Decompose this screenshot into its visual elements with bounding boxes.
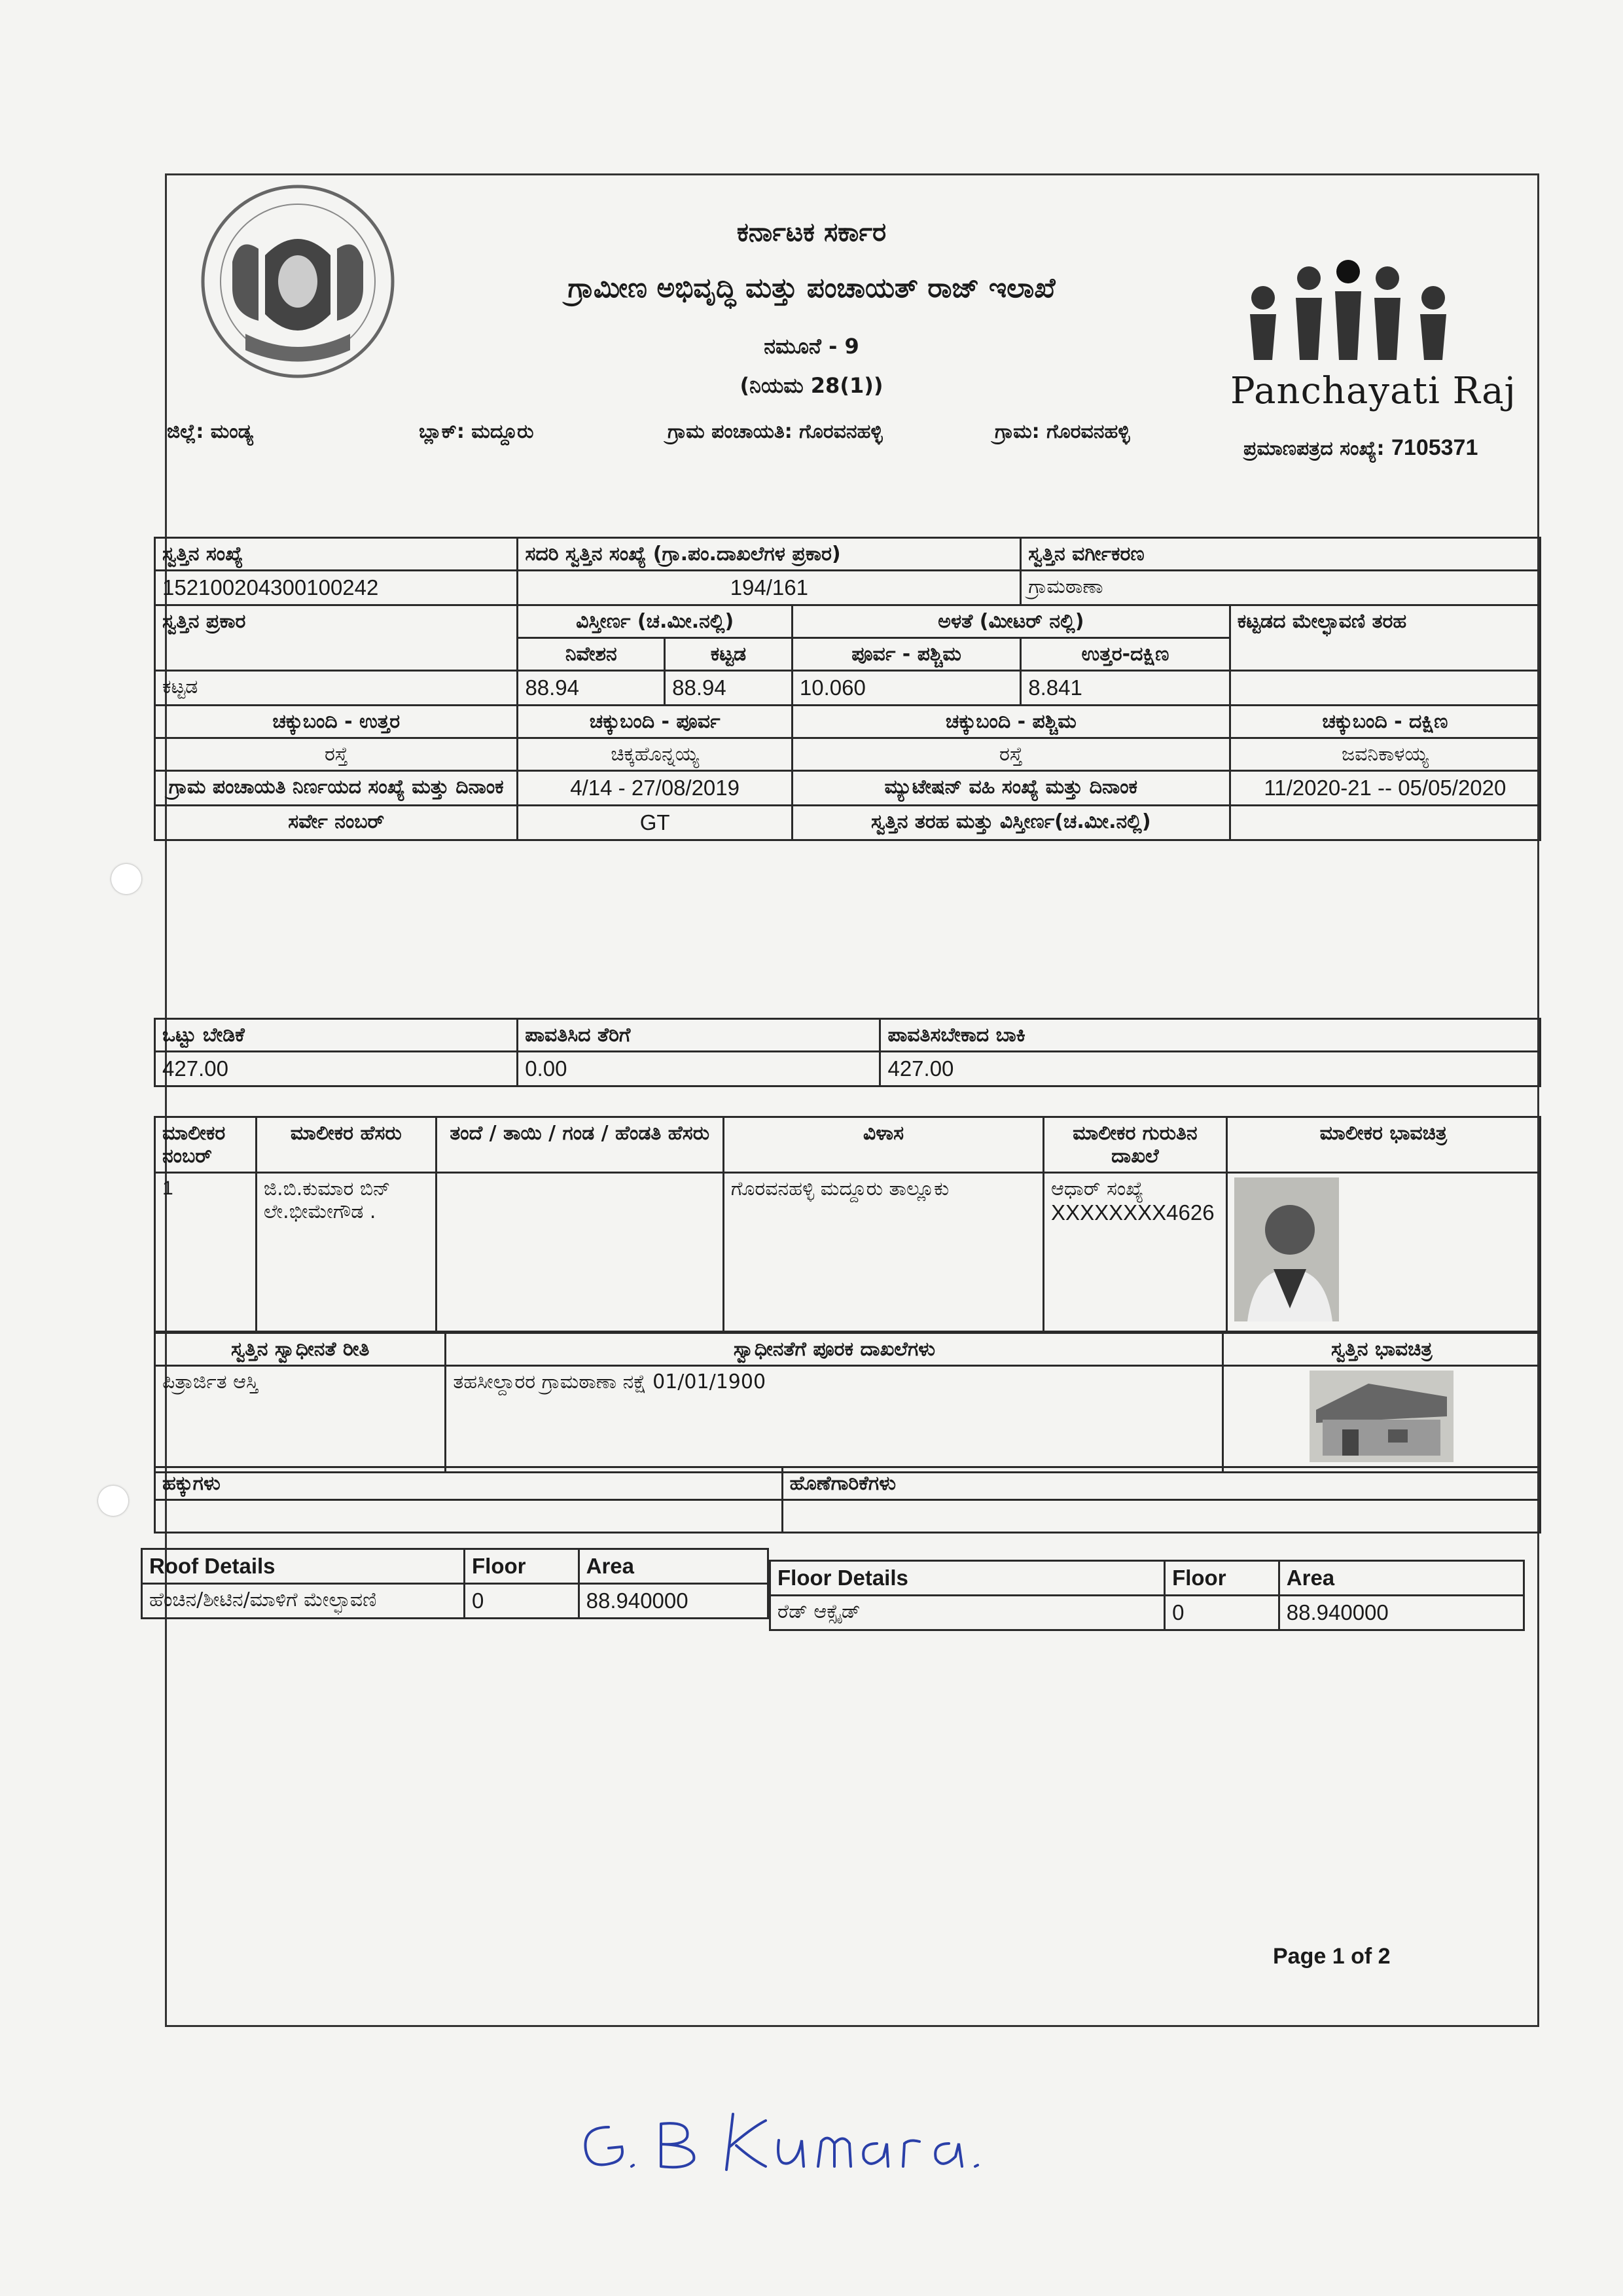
property-nature-label: ಸ್ವತ್ತಿನ ತರಹ ಮತ್ತು ವಿಸ್ತೀರ್ಣ(ಚ.ಮೀ.ನಲ್ಲಿ)	[792, 806, 1230, 840]
boundary-west: ರಸ್ತೆ	[792, 738, 1230, 771]
certificate-value: 7105371	[1391, 435, 1478, 460]
handwritten-signature	[569, 2101, 1027, 2179]
resolution-label: ಗ್ರಾಮ ಪಂಚಾಯತಿ ನಿರ್ಣಯದ ಸಂಖ್ಯೆ ಮತ್ತು ದಿನಾಂಕ	[155, 771, 518, 806]
roof-area: 88.940000	[579, 1584, 768, 1619]
supporting-docs: ತಹಸೀಲ್ದಾರರ ಗ್ರಾಮಠಾಣಾ ನಕ್ಷೆ 01/01/1900	[446, 1366, 1223, 1473]
dimension-label: ಅಳತೆ (ಮೀಟರ್ ನಲ್ಲಿ)	[792, 605, 1230, 638]
roof-details-table	[141, 1548, 769, 1619]
acquisition-label: ಸ್ವತ್ತಿನ ಸ್ವಾಧೀನತೆ ರೀತಿ	[155, 1333, 446, 1366]
property-photo-label: ಸ್ವತ್ತಿನ ಭಾವಚಿತ್ರ	[1223, 1333, 1541, 1366]
boundary-east-label: ಚಕ್ಕುಬಂದಿ - ಪೂರ್ವ	[518, 706, 792, 738]
liabilities-value	[782, 1500, 1540, 1533]
east-west-label: ಪೂರ್ವ - ಪಶ್ಚಿಮ	[792, 638, 1020, 671]
department-title: ಗ್ರಾಮೀಣ ಅಭಿವೃದ್ಧಿ ಮತ್ತು ಪಂಚಾಯತ್ ರಾಜ್ ಇಲಾಖೆ	[567, 272, 1056, 304]
paid-tax: 0.00	[518, 1052, 880, 1086]
roof-type-value	[1230, 671, 1540, 706]
acquisition-table	[154, 1332, 1541, 1473]
property-no-label: ಸ್ವತ್ತಿನ ಸಂಖ್ಯೆ	[155, 538, 518, 571]
boundary-east: ಚಿಕ್ಕಹೊನ್ನಯ್ಯ	[518, 738, 792, 771]
address-label: ವಿಳಾಸ	[723, 1117, 1043, 1173]
owner-no: 1	[155, 1173, 257, 1332]
property-no: 152100204300100242	[155, 571, 518, 605]
old-property-no-label: ಸದರಿ ಸ್ವತ್ತಿನ ಸಂಖ್ಯೆ (ಗ್ರಾ.ಪಂ.ದಾಖಲೆಗಳ ಪ್ರಕಾರ)	[518, 538, 1021, 571]
page-number: Page 1 of 2	[1273, 1944, 1391, 1969]
survey-value: GT	[518, 806, 792, 840]
owner-name: ಜಿ.ಬಿ.ಕುಮಾರ ಬಿನ್ ಲೇ.ಭೀಮೇಗೌಡ .	[256, 1173, 436, 1332]
north-south-label: ಉತ್ತರ-ದಕ್ಷಿಣ	[1021, 638, 1230, 671]
property-type: ಕಟ್ಟಡ	[155, 671, 518, 706]
owner-id-number: XXXXXXXX4626	[1051, 1200, 1215, 1225]
roof-floor-header: Floor	[465, 1549, 579, 1584]
east-west-value: 10.060	[792, 671, 1020, 706]
rights-label: ಹಕ್ಕುಗಳು	[155, 1467, 783, 1500]
roof-floor: 0	[465, 1584, 579, 1619]
property-photo-cell	[1223, 1366, 1541, 1473]
floor-details-header: Floor Details	[770, 1561, 1165, 1596]
mutation-label: ಮ್ಯುಟೇಷನ್ ವಹಿ ಸಂಖ್ಯೆ ಮತ್ತು ದಿನಾಂಕ	[792, 771, 1230, 806]
boundary-south-label: ಚಕ್ಕುಬಂದಿ - ದಕ್ಷಿಣ	[1230, 706, 1540, 738]
owner-photo-cell	[1226, 1173, 1540, 1332]
total-demand: 427.00	[155, 1052, 518, 1086]
relation-name	[436, 1173, 723, 1332]
roof-details-header: Roof Details	[142, 1549, 465, 1584]
gram-panchayat: ಗ್ರಾಮ ಪಂಚಾಯತಿ: ಗೊರವನಹಳ್ಳಿ	[668, 420, 883, 443]
property-class-label: ಸ್ವತ್ತಿನ ವರ್ಗೀಕರಣ	[1021, 538, 1541, 571]
property-class: ಗ್ರಾಮಠಾಣಾ	[1021, 571, 1541, 605]
form-number: ನಮೂನೆ - 9	[764, 334, 859, 359]
owner-address: ಗೊರವನಹಳ್ಳಿ ಮದ್ದೂರು ತಾಲ್ಲೂಕು	[723, 1173, 1043, 1332]
property-details-table	[154, 537, 1541, 841]
owner-id-label: ಮಾಲೀಕರ ಗುರುತಿನ ದಾಖಲೆ	[1044, 1117, 1227, 1173]
owner-id-type: ಆಧಾರ್ ಸಂಖ್ಯೆ	[1051, 1177, 1144, 1200]
roof-area-header: Area	[579, 1549, 768, 1584]
balance-label: ಪಾವತಿಸಬೇಕಾದ ಬಾಕಿ	[880, 1019, 1541, 1052]
owner-photo-label: ಮಾಲೀಕರ ಭಾವಚಿತ್ರ	[1226, 1117, 1540, 1173]
floor-details-table	[769, 1560, 1525, 1631]
boundary-north-label: ಚಕ್ಕುಬಂದಿ - ಉತ್ತರ	[155, 706, 518, 738]
floor-type: ರೆಡ್ ಆಕ್ಸೈಡ್	[770, 1596, 1165, 1630]
acquisition-value: ಪಿತ್ರಾರ್ಜಿತ ಆಸ್ತಿ	[155, 1366, 446, 1473]
supporting-docs-label: ಸ್ವಾಧೀನತೆಗೆ ಪೂರಕ ದಾಖಲೆಗಳು	[446, 1333, 1223, 1366]
certificate-number	[1243, 435, 1478, 461]
paid-tax-label: ಪಾವತಿಸಿದ ತೆರಿಗೆ	[518, 1019, 880, 1052]
building-label: ಕಟ್ಟಡ	[665, 638, 793, 671]
rule-number: (ನಿಯಮ 28(1))	[740, 373, 883, 398]
certificate-label: ಪ್ರಮಾಣಪತ್ರದ ಸಂಖ್ಯೆ:	[1243, 437, 1385, 460]
site-area: 88.94	[518, 671, 665, 706]
village: ಗ್ರಾಮ: ಗೊರವನಹಳ್ಳಿ	[995, 420, 1130, 443]
property-nature-value	[1230, 806, 1540, 840]
floor-floor-header: Floor	[1165, 1561, 1279, 1596]
tax-table	[154, 1018, 1541, 1087]
signature-text: G.B Kumara.	[569, 2101, 574, 2102]
owner-photo	[1234, 1177, 1339, 1321]
rights-table	[154, 1466, 1541, 1534]
block: ಬ್ಲಾಕ್: ಮದ್ದೂರು	[419, 420, 534, 443]
boundary-south: ಜವನಿಕಾಳಯ್ಯ	[1230, 738, 1540, 771]
government-title: ಕರ್ನಾಟಕ ಸರ್ಕಾರ	[736, 217, 887, 247]
punch-hole	[111, 864, 141, 894]
balance: 427.00	[880, 1052, 1541, 1086]
old-property-no: 194/161	[518, 571, 1021, 605]
floor-area-header: Area	[1279, 1561, 1524, 1596]
liabilities-label: ಹೊಣೆಗಾರಿಕೆಗಳು	[782, 1467, 1540, 1500]
total-demand-label: ಒಟ್ಟು ಬೇಡಿಕೆ	[155, 1019, 518, 1052]
property-type-label: ಸ್ವತ್ತಿನ ಪ್ರಕಾರ	[155, 605, 518, 671]
owner-name-label: ಮಾಲೀಕರ ಹೆಸರು	[256, 1117, 436, 1173]
relation-name-label: ತಂದೆ / ತಾಯಿ / ಗಂಡ / ಹೆಂಡತಿ ಹೆಸರು	[436, 1117, 723, 1173]
floor-area: 88.940000	[1279, 1596, 1524, 1630]
mutation-value: 11/2020-21 -- 05/05/2020	[1230, 771, 1540, 806]
site-label: ನಿವೇಶನ	[518, 638, 665, 671]
survey-label: ಸರ್ವೇ ನಂಬರ್	[155, 806, 518, 840]
property-photo	[1310, 1371, 1454, 1462]
building-area: 88.94	[665, 671, 793, 706]
boundary-west-label: ಚಕ್ಕುಬಂದಿ - ಪಶ್ಚಿಮ	[792, 706, 1230, 738]
roof-type: ಹೆಂಚಿನ/ಶೀಟಿನ/ಮಾಳಿಗೆ ಮೇಲ್ಛಾವಣಿ	[142, 1584, 465, 1619]
owner-id	[1044, 1173, 1227, 1332]
district: ಜಿಲ್ಲೆ: ಮಂಡ್ಯ	[167, 420, 253, 443]
panchayati-raj-logo-text: Panchayati Raj	[1230, 370, 1516, 412]
owner-table	[154, 1116, 1541, 1333]
north-south-value: 8.841	[1021, 671, 1230, 706]
owner-no-label: ಮಾಲೀಕರ ನಂಬರ್	[155, 1117, 257, 1173]
roof-type-label: ಕಟ್ಟಡದ ಮೇಲ್ಛಾವಣಿ ತರಹ	[1230, 605, 1540, 671]
punch-hole	[98, 1486, 128, 1516]
area-label: ವಿಸ್ತೀರ್ಣ (ಚ.ಮೀ.ನಲ್ಲಿ)	[518, 605, 792, 638]
resolution-value: 4/14 - 27/08/2019	[518, 771, 792, 806]
rights-value	[155, 1500, 783, 1533]
boundary-north: ರಸ್ತೆ	[155, 738, 518, 771]
floor-floor: 0	[1165, 1596, 1279, 1630]
